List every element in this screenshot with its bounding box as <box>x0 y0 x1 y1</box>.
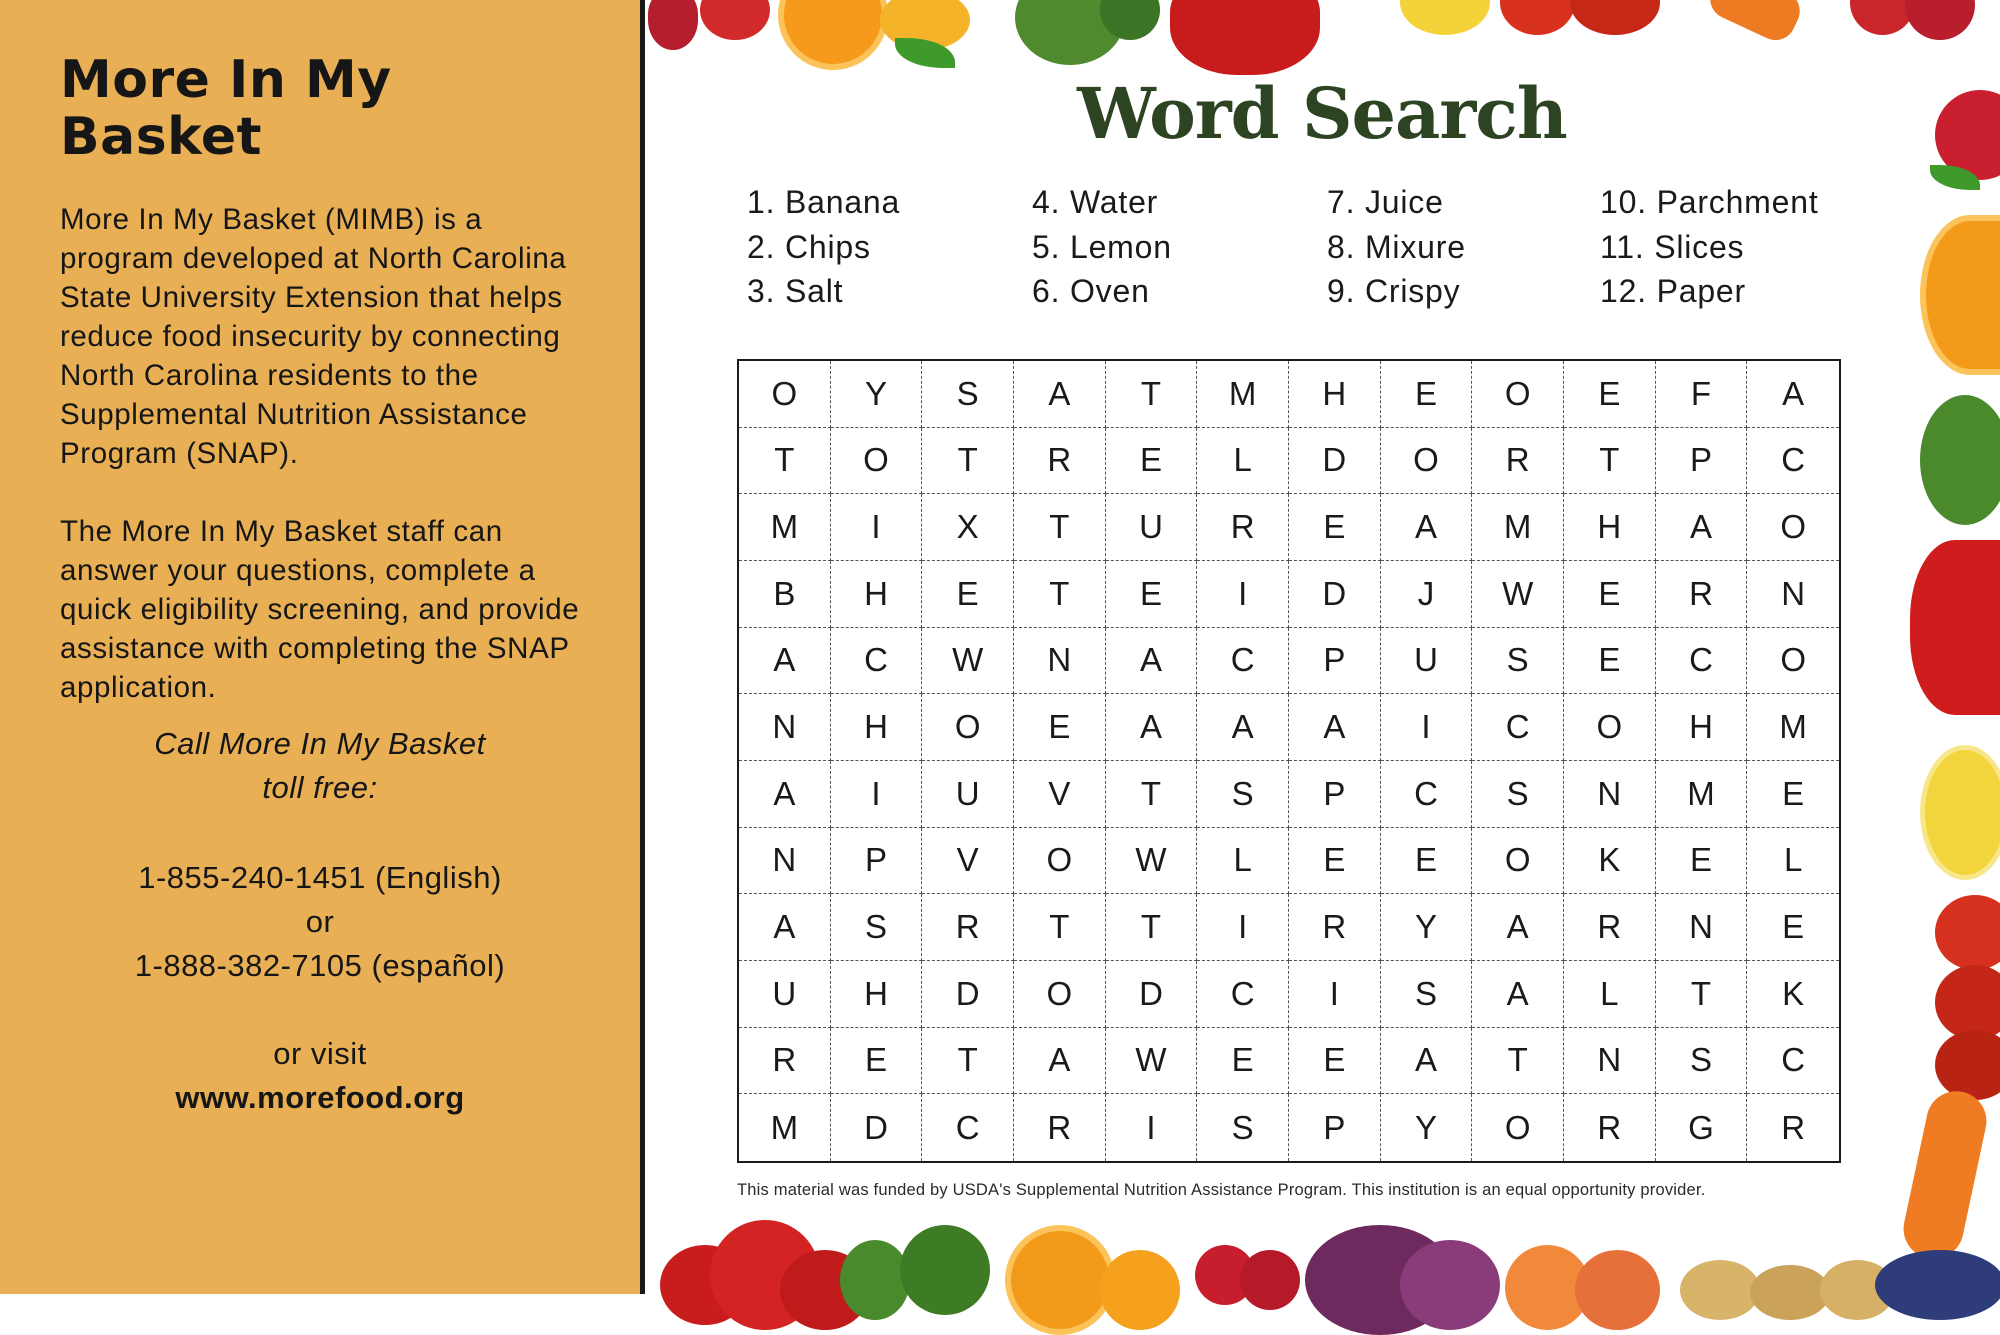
grid-cell[interactable]: K <box>1564 828 1656 895</box>
orange-icon <box>778 0 888 70</box>
call-line-1: Call More In My Basket <box>154 726 486 761</box>
grid-cell[interactable]: B <box>739 561 831 628</box>
strawberry-icon <box>648 0 698 50</box>
tomato-icon <box>1935 895 2000 970</box>
grid-cell[interactable]: C <box>1197 961 1289 1028</box>
grid-cell[interactable]: Y <box>831 361 923 428</box>
grid-cell[interactable]: E <box>1289 1028 1381 1095</box>
grid-cell[interactable]: H <box>1289 361 1381 428</box>
grid-cell[interactable]: R <box>1781 1108 1806 1146</box>
lemon-icon <box>1920 745 2000 880</box>
grid-cell[interactable]: T <box>1106 361 1198 428</box>
grid-cell[interactable]: N <box>739 694 831 761</box>
grid-cell[interactable]: U <box>1381 628 1473 695</box>
grid-cell[interactable]: A <box>1472 961 1564 1028</box>
grid-cell[interactable]: W <box>922 628 1014 695</box>
grid-cell[interactable]: N <box>1564 1028 1656 1095</box>
grid-cell[interactable]: E <box>1289 828 1381 895</box>
grid-cell[interactable]: T <box>1014 894 1106 961</box>
grid-cell[interactable]: I <box>1197 561 1289 628</box>
grid-cell[interactable]: N <box>1656 894 1748 961</box>
word-item: 4. Water <box>1032 184 1159 220</box>
grid-cell[interactable]: S <box>1472 628 1564 695</box>
grid-cell[interactable]: T <box>1656 961 1748 1028</box>
cabbage-icon <box>1400 1240 1500 1330</box>
grid-cell[interactable]: R <box>739 1028 831 1095</box>
grid-cell[interactable]: P <box>1289 628 1381 695</box>
grid-cell[interactable]: C <box>1381 761 1473 828</box>
peach-icon <box>1575 1250 1660 1330</box>
grid-cell[interactable]: T <box>1014 494 1106 561</box>
grid-cell[interactable]: E <box>1747 761 1839 828</box>
funding-footnote: This material was funded by USDA's Supplemental Nutrition Assistance Program. This institution is an equal opportunity provider. <box>737 1181 1706 1199</box>
grid-cell[interactable]: M <box>1747 694 1839 761</box>
grid-cell[interactable]: E <box>922 561 1014 628</box>
grid-cell[interactable]: E <box>1106 428 1198 495</box>
grid-cell[interactable]: D <box>922 961 1014 1028</box>
call-line-2: toll free: <box>262 770 378 805</box>
grid-cell[interactable]: R <box>1014 1094 1106 1161</box>
grid-cell[interactable]: O <box>1014 961 1106 1028</box>
grid-cell[interactable]: H <box>1656 694 1748 761</box>
grid-cell[interactable]: T <box>922 428 1014 495</box>
grid-cell[interactable]: T <box>1564 428 1656 495</box>
grid-cell[interactable]: D <box>831 1094 923 1161</box>
grid-cell[interactable]: E <box>831 1028 923 1095</box>
word-item: 6. Oven <box>1032 273 1150 309</box>
grid-cell[interactable]: R <box>1564 1094 1656 1161</box>
grid-cell[interactable]: I <box>831 761 923 828</box>
grid-cell[interactable]: C <box>1656 628 1748 695</box>
grid-cell[interactable]: L <box>1564 961 1656 1028</box>
word-list-column-2 <box>1032 180 1172 314</box>
staff-description: The More In My Basket staff can answer your questions, complete a quick eligibility screening, and provide assistance with completing the SNAP application. <box>60 515 580 705</box>
grid-cell[interactable]: A <box>1747 361 1839 428</box>
grid-cell[interactable]: O <box>1472 1094 1564 1161</box>
word-list-column-1 <box>747 180 900 314</box>
grid-cell[interactable]: M <box>739 1094 831 1161</box>
grid-cell[interactable]: C <box>831 628 923 695</box>
grid-cell[interactable]: L <box>1197 828 1289 895</box>
grid-cell[interactable]: T <box>739 428 831 495</box>
grid-cell[interactable]: J <box>1381 561 1473 628</box>
grid-cell[interactable]: A <box>1381 1028 1473 1095</box>
bell-pepper-icon <box>1170 0 1320 75</box>
grid-cell[interactable]: R <box>1656 561 1748 628</box>
grid-cell[interactable]: N <box>1014 628 1106 695</box>
grid-cell[interactable]: M <box>1656 761 1748 828</box>
grid-cell[interactable]: M <box>1197 361 1289 428</box>
grid-cell[interactable]: I <box>1106 1094 1198 1161</box>
grid-cell[interactable]: A <box>1381 494 1473 561</box>
grid-cell[interactable]: U <box>739 961 831 1028</box>
grid-cell[interactable]: O <box>831 428 923 495</box>
call-prompt <box>0 722 640 810</box>
word-item: 1. Banana <box>747 184 901 220</box>
grid-cell[interactable]: E <box>1564 561 1656 628</box>
grid-cell[interactable]: A <box>1197 694 1289 761</box>
word-item: 10. Parchment <box>1600 184 1819 220</box>
grid-cell[interactable]: S <box>1197 1094 1289 1161</box>
word-item: 8. Mixure <box>1327 228 1466 265</box>
grid-cell[interactable]: W <box>1472 561 1564 628</box>
grid-cell[interactable]: C <box>1197 628 1289 695</box>
grid-cell[interactable]: E <box>1197 1028 1289 1095</box>
grid-cell[interactable]: S <box>922 361 1014 428</box>
word-item: 11. Slices <box>1600 228 1745 265</box>
lemon-icon <box>1400 0 1490 35</box>
grid-cell[interactable]: E <box>1381 361 1473 428</box>
grid-cell[interactable]: P <box>831 828 923 895</box>
phone-spanish: 1-888-382-7105 (español) <box>134 948 506 983</box>
sidebar-title: More In My Basket <box>60 50 392 168</box>
grid-cell[interactable]: L <box>1197 428 1289 495</box>
grid-cell[interactable]: A <box>1656 494 1748 561</box>
word-item: 2. Chips <box>747 228 871 265</box>
tomato-icon <box>1935 1030 2000 1100</box>
grid-cell[interactable]: P <box>1289 1094 1381 1161</box>
grid-cell[interactable]: S <box>1197 761 1289 828</box>
grid-cell[interactable]: O <box>1747 628 1839 695</box>
tomato-icon <box>1500 0 1575 35</box>
grid-cell[interactable]: V <box>1014 761 1106 828</box>
grid-cell[interactable]: I <box>1197 894 1289 961</box>
grid-cell[interactable]: U <box>922 761 1014 828</box>
grid-cell[interactable]: A <box>739 761 831 828</box>
grid-cell[interactable]: I <box>1289 961 1381 1028</box>
strawberry-icon <box>700 0 770 40</box>
grid-cell[interactable]: R <box>1197 494 1289 561</box>
grid-cell[interactable]: H <box>831 694 923 761</box>
grid-cell[interactable]: R <box>1014 428 1106 495</box>
grid-cell[interactable]: E <box>1656 828 1748 895</box>
grid-cell[interactable]: E <box>1381 828 1473 895</box>
grid-cell[interactable]: H <box>831 561 923 628</box>
broccoli-icon <box>840 1240 910 1320</box>
website-link[interactable]: www.morefood.org <box>175 1080 465 1115</box>
carrot-icon <box>1898 1086 1992 1265</box>
strawberry-icon <box>1240 1250 1300 1310</box>
grid-cell[interactable]: P <box>1656 428 1748 495</box>
grid-cell[interactable]: R <box>1289 894 1381 961</box>
grid-cell[interactable]: A <box>1014 361 1106 428</box>
grid-cell[interactable]: X <box>922 494 1014 561</box>
info-sidebar <box>0 0 640 1294</box>
grid-cell[interactable]: A <box>1014 1028 1106 1095</box>
word-list-column-3 <box>1327 180 1466 314</box>
grid-cell[interactable]: Y <box>1381 1094 1473 1161</box>
grid-cell[interactable]: E <box>1747 894 1839 961</box>
grid-cell[interactable]: A <box>739 894 831 961</box>
grid-cell[interactable]: D <box>1289 428 1381 495</box>
visit-block <box>0 1032 640 1120</box>
word-item: 3. Salt <box>747 273 844 309</box>
grid-cell[interactable]: N <box>1747 561 1839 628</box>
grid-cell[interactable]: W <box>1106 828 1198 895</box>
grid-cell[interactable]: K <box>1747 961 1839 1028</box>
orange-icon <box>1005 1225 1115 1335</box>
apple-icon <box>1905 0 1975 40</box>
grid-cell[interactable]: N <box>739 828 831 895</box>
grid-cell[interactable]: M <box>739 494 831 561</box>
grid-cell[interactable]: U <box>1106 494 1198 561</box>
grid-cell[interactable]: C <box>1472 694 1564 761</box>
grid-cell[interactable]: T <box>922 1028 1014 1095</box>
tomato-icon <box>1935 965 2000 1040</box>
grid-cell[interactable]: O <box>1747 494 1839 561</box>
tomato-icon <box>1570 0 1660 35</box>
visit-text: or visit <box>273 1036 367 1071</box>
phone-english: 1-855-240-1451 (English) <box>138 860 502 895</box>
grid-cell[interactable]: D <box>1106 961 1198 1028</box>
puzzle-title: Word Search <box>1077 72 1567 155</box>
potato-icon <box>1750 1265 1830 1320</box>
grid-cell[interactable]: E <box>1289 494 1381 561</box>
grid-cell[interactable]: R <box>922 894 1014 961</box>
grid-cell[interactable]: C <box>1747 428 1839 495</box>
grid-cell[interactable]: A <box>739 628 831 695</box>
grid-cell[interactable]: O <box>1564 694 1656 761</box>
word-item: 7. Juice <box>1327 184 1444 220</box>
grid-cell[interactable]: S <box>831 894 923 961</box>
grid-cell[interactable]: F <box>1656 361 1748 428</box>
grid-cell[interactable]: O <box>739 361 831 428</box>
phone-or: or <box>305 904 335 939</box>
blueberry-icon <box>1875 1250 2000 1320</box>
grid-cell[interactable]: T <box>1472 1028 1564 1095</box>
letter-grid <box>737 359 1841 1163</box>
orange-icon <box>1100 1250 1180 1330</box>
word-item: 5. Lemon <box>1032 228 1172 265</box>
grid-cell[interactable]: M <box>1472 494 1564 561</box>
grid-cell[interactable]: O <box>1381 428 1473 495</box>
grid-cell[interactable]: W <box>1106 1028 1198 1095</box>
grid-cell[interactable]: S <box>1381 961 1473 1028</box>
grid-cell[interactable]: D <box>1289 561 1381 628</box>
word-item: 12. Paper <box>1600 273 1746 309</box>
program-description: More In My Basket (MIMB) is a program developed at North Carolina State University Extension that helps reduce food insecurity by connecting North Carolina residents to the Supplemental Nutrition Assistance Program (SNAP). <box>60 203 567 471</box>
grid-cell[interactable]: O <box>1472 828 1564 895</box>
grid-cell[interactable]: C <box>922 1094 1014 1161</box>
grid-cell[interactable]: Y <box>1381 894 1473 961</box>
grid-cell[interactable]: E <box>1564 361 1656 428</box>
grid-cell[interactable]: C <box>1747 1028 1839 1095</box>
grid-cell[interactable]: N <box>1564 761 1656 828</box>
phone-numbers <box>0 856 640 988</box>
grid-cell[interactable]: A <box>1472 894 1564 961</box>
grid-cell[interactable]: O <box>1014 828 1106 895</box>
word-list-column-4 <box>1600 180 1819 314</box>
grid-cell[interactable]: L <box>1747 828 1839 895</box>
grid-cell[interactable]: H <box>831 961 923 1028</box>
grid-cell[interactable]: O <box>1472 361 1564 428</box>
broccoli-icon <box>900 1225 990 1315</box>
grid-cell[interactable]: R <box>1564 894 1656 961</box>
grid-cell[interactable]: V <box>922 828 1014 895</box>
grid-cell[interactable]: E <box>1106 561 1198 628</box>
broccoli-icon <box>1920 395 2000 525</box>
grid-cell[interactable]: S <box>1472 761 1564 828</box>
grid-cell[interactable]: I <box>1381 694 1473 761</box>
grid-cell[interactable]: A <box>1289 694 1381 761</box>
grid-cell[interactable]: P <box>1289 761 1381 828</box>
grid-cell[interactable]: O <box>922 694 1014 761</box>
grid-cell[interactable]: G <box>1656 1094 1748 1161</box>
grid-cell[interactable]: S <box>1656 1028 1748 1095</box>
orange-icon <box>1920 215 2000 375</box>
grid-cell[interactable]: I <box>831 494 923 561</box>
grid-cell[interactable]: T <box>1014 561 1106 628</box>
carrot-icon <box>1704 0 1807 47</box>
grid-cell[interactable]: H <box>1564 494 1656 561</box>
grid-cell[interactable]: T <box>1106 894 1198 961</box>
bell-pepper-icon <box>1910 540 2000 715</box>
grid-cell[interactable]: E <box>1564 628 1656 695</box>
grid-cell[interactable]: A <box>1106 694 1198 761</box>
word-item: 9. Crispy <box>1327 273 1461 309</box>
grid-cell[interactable]: E <box>1014 694 1106 761</box>
sidebar-divider <box>640 0 645 1294</box>
grid-cell[interactable]: T <box>1106 761 1198 828</box>
grid-cell[interactable]: R <box>1472 428 1564 495</box>
grid-cell[interactable]: A <box>1106 628 1198 695</box>
potato-icon <box>1680 1260 1760 1320</box>
